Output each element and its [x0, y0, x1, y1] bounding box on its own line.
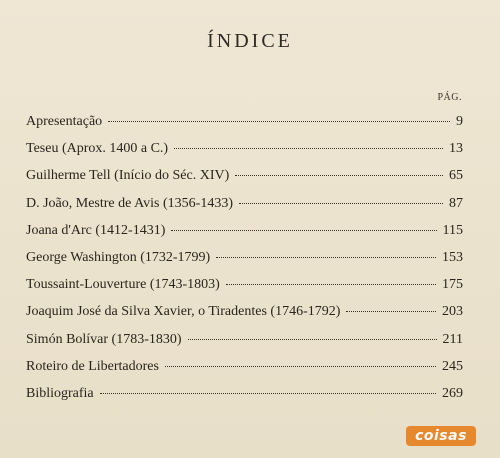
page-title: ÍNDICE — [207, 30, 293, 52]
toc-entry-page: 203 — [442, 304, 463, 320]
toc-entry-label: Joaquim José da Silva Xavier, o Tiradentes (1746-1792) — [26, 304, 341, 320]
toc-entry — [26, 386, 463, 413]
toc-entry-label: George Washington (1732-1799) — [26, 249, 211, 265]
toc-entry-page: 153 — [442, 249, 463, 265]
toc-entry-page: 9 — [456, 114, 463, 129]
dot-leader — [216, 257, 436, 258]
toc-entry-label: Apresentação — [26, 114, 103, 129]
toc-entry — [26, 304, 463, 331]
page-column-label: PÁG. — [437, 92, 462, 103]
toc-entry-label: Roteiro de Libertadores — [26, 358, 159, 374]
toc-entry-page: 269 — [442, 385, 463, 401]
toc-entry — [26, 114, 463, 141]
toc-entry-page: 13 — [449, 141, 463, 157]
toc-entry-page: 245 — [442, 358, 463, 374]
toc-entry — [26, 250, 463, 277]
toc-entry — [26, 168, 463, 195]
toc-entry-label: Guilherme Tell (Início do Séc. XIV) — [26, 168, 230, 184]
toc-entry-page: 175 — [442, 277, 463, 293]
toc-entry-page: 87 — [449, 195, 463, 211]
toc-entry-page: 65 — [449, 168, 463, 184]
toc-entry — [26, 223, 463, 250]
toc-entry-label: Joana d'Arc (1412-1431) — [26, 222, 166, 238]
toc-entry-label: Teseu (Aprox. 1400 a C.) — [26, 141, 169, 157]
toc-entry-page: 211 — [442, 331, 463, 347]
toc-entry — [26, 277, 463, 304]
table-of-contents — [26, 114, 463, 413]
dot-leader — [188, 339, 437, 340]
toc-entry — [26, 141, 463, 168]
toc-entry-label: Simón Bolívar (1783-1830) — [26, 331, 182, 347]
dot-leader — [108, 121, 450, 122]
dot-leader — [226, 284, 436, 285]
dot-leader — [346, 311, 436, 312]
dot-leader — [100, 393, 436, 394]
toc-entry-label: D. João, Mestre de Avis (1356-1433) — [26, 195, 233, 211]
dot-leader — [239, 203, 443, 204]
dot-leader — [165, 366, 436, 367]
dot-leader — [174, 148, 443, 149]
toc-entry — [26, 359, 463, 386]
watermark-logo: coisas — [406, 426, 476, 446]
toc-entry-page: 115 — [442, 222, 463, 238]
toc-entry — [26, 332, 463, 359]
toc-entry-label: Bibliografia — [26, 385, 94, 401]
dot-leader — [171, 230, 436, 231]
toc-entry — [26, 196, 463, 223]
dot-leader — [235, 175, 443, 176]
toc-entry-label: Toussaint-Louverture (1743-1803) — [26, 277, 220, 293]
